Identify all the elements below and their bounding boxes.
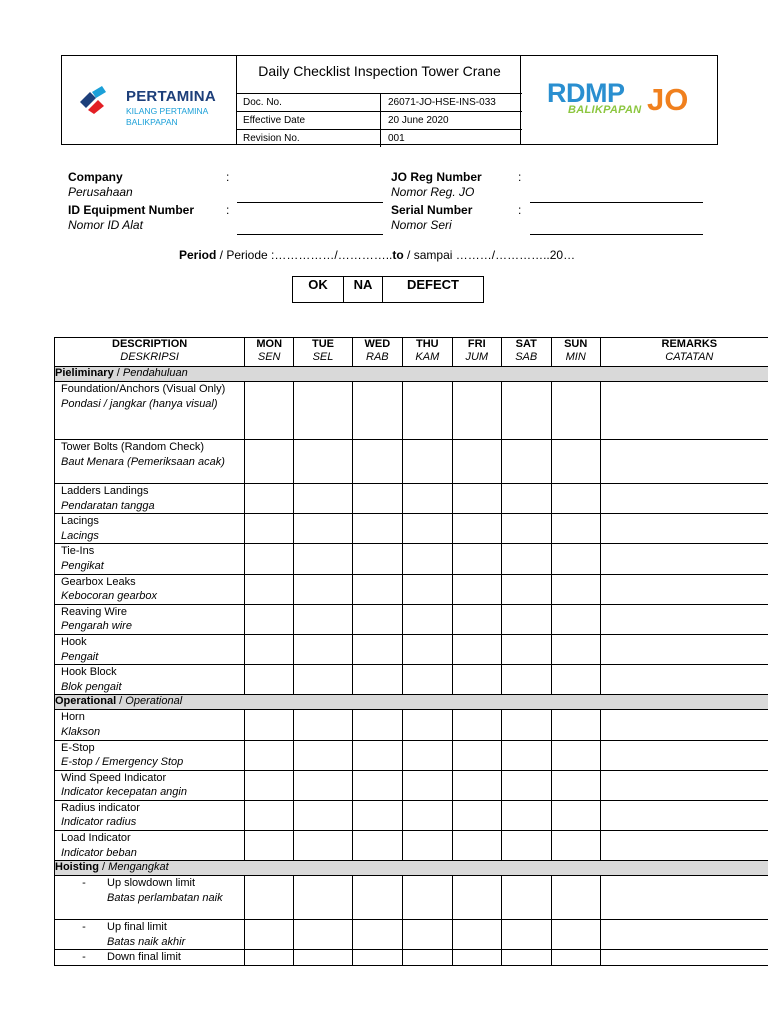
check-cell[interactable] xyxy=(245,920,294,950)
item-description: - Up final limit Batas naik akhir xyxy=(55,920,245,950)
table-row xyxy=(55,770,768,800)
item-description: Ladders Landings Pendaratan tangga xyxy=(55,484,245,514)
check-cell[interactable] xyxy=(245,604,294,634)
table-row xyxy=(55,574,768,604)
table-row xyxy=(55,920,768,950)
section-row xyxy=(55,367,768,382)
check-cell[interactable] xyxy=(402,634,452,664)
check-cell[interactable] xyxy=(402,665,452,695)
check-cell[interactable] xyxy=(294,440,353,484)
check-cell[interactable] xyxy=(352,740,402,770)
check-cell[interactable] xyxy=(402,574,452,604)
check-cell[interactable] xyxy=(452,950,501,966)
document-title: Daily Checklist Inspection Tower Crane xyxy=(237,56,522,94)
remarks-cell[interactable] xyxy=(600,831,768,861)
check-cell[interactable] xyxy=(352,604,402,634)
doc-row-key: Revision No. xyxy=(237,130,381,147)
section-row xyxy=(55,861,768,876)
check-cell[interactable] xyxy=(452,634,501,664)
check-cell[interactable] xyxy=(352,440,402,484)
check-cell[interactable] xyxy=(352,484,402,514)
check-cell[interactable] xyxy=(551,831,600,861)
period-label: Period xyxy=(179,248,217,262)
table-row xyxy=(55,382,768,440)
check-cell[interactable] xyxy=(501,831,551,861)
balikpapan-text: BALIKPAPAN xyxy=(568,104,642,116)
check-cell[interactable] xyxy=(551,876,600,920)
check-cell[interactable] xyxy=(501,440,551,484)
check-cell[interactable] xyxy=(245,800,294,830)
section-title: Hoisting / Mengangkat xyxy=(55,861,768,876)
pertamina-sub2: BALIKPAPAN xyxy=(126,117,178,127)
check-cell[interactable] xyxy=(551,604,600,634)
remarks-cell[interactable] xyxy=(600,544,768,574)
check-cell[interactable] xyxy=(352,634,402,664)
check-cell[interactable] xyxy=(245,382,294,440)
check-cell[interactable] xyxy=(352,950,402,966)
check-cell[interactable] xyxy=(551,770,600,800)
check-cell[interactable] xyxy=(245,740,294,770)
pertamina-name: PERTAMINA xyxy=(126,88,216,105)
check-cell[interactable] xyxy=(551,950,600,966)
col-header: MON SEN xyxy=(245,338,294,367)
table-row xyxy=(55,740,768,770)
check-cell[interactable] xyxy=(402,770,452,800)
item-description: Load Indicator Indicator beban xyxy=(55,831,245,861)
check-cell[interactable] xyxy=(452,876,501,920)
check-cell[interactable] xyxy=(294,382,353,440)
check-cell[interactable] xyxy=(245,665,294,695)
period-line xyxy=(179,248,575,262)
check-cell[interactable] xyxy=(245,770,294,800)
check-cell[interactable] xyxy=(402,800,452,830)
remarks-cell[interactable] xyxy=(600,876,768,920)
check-cell[interactable] xyxy=(501,574,551,604)
check-cell[interactable] xyxy=(294,800,353,830)
check-cell[interactable] xyxy=(551,800,600,830)
check-cell[interactable] xyxy=(551,710,600,740)
check-cell[interactable] xyxy=(501,382,551,440)
remarks-cell[interactable] xyxy=(600,770,768,800)
col-header: SAT SAB xyxy=(501,338,551,367)
legend-ok: OK xyxy=(293,277,344,302)
check-cell[interactable] xyxy=(402,604,452,634)
table-header-row xyxy=(55,338,768,367)
check-cell[interactable] xyxy=(452,831,501,861)
check-cell[interactable] xyxy=(452,604,501,634)
check-cell[interactable] xyxy=(452,740,501,770)
jo-reg-label: JO Reg Number xyxy=(391,170,482,184)
check-cell[interactable] xyxy=(352,710,402,740)
check-cell[interactable] xyxy=(352,920,402,950)
item-description: Wind Speed Indicator Indicator kecepatan angin xyxy=(55,770,245,800)
jo-text: JO xyxy=(647,82,689,117)
item-description: Tie-Ins Pengikat xyxy=(55,544,245,574)
header-center xyxy=(237,56,522,144)
check-cell[interactable] xyxy=(294,665,353,695)
table-row xyxy=(55,634,768,664)
item-description: Foundation/Anchors (Visual Only) Pondasi / jangkar (hanya visual) xyxy=(55,382,245,440)
check-cell[interactable] xyxy=(352,800,402,830)
legend-box xyxy=(292,276,484,303)
check-cell[interactable] xyxy=(551,665,600,695)
equipment-colon: : xyxy=(226,203,230,217)
item-description: E-Stop E-stop / Emergency Stop xyxy=(55,740,245,770)
checklist-body xyxy=(55,367,768,966)
check-cell[interactable] xyxy=(245,440,294,484)
section-title: Pieliminary / Pendahuluan xyxy=(55,367,768,382)
check-cell[interactable] xyxy=(294,710,353,740)
item-description: Hook Block Blok pengait xyxy=(55,665,245,695)
remarks-cell[interactable] xyxy=(600,920,768,950)
item-description: Tower Bolts (Random Check) Baut Menara (Pemeriksaan acak) xyxy=(55,440,245,484)
legend-defect: DEFECT xyxy=(407,277,459,292)
section-title: Operational / Operational xyxy=(55,695,768,710)
check-cell[interactable] xyxy=(245,950,294,966)
item-description: Radius indicator Indicator radius xyxy=(55,800,245,830)
check-cell[interactable] xyxy=(245,574,294,604)
check-cell[interactable] xyxy=(402,514,452,544)
jo-reg-field[interactable] xyxy=(530,202,703,203)
item-description: - Down final limit xyxy=(55,950,245,966)
check-cell[interactable] xyxy=(294,544,353,574)
remarks-cell[interactable] xyxy=(600,800,768,830)
item-description: - Up slowdown limit Batas perlambatan naik xyxy=(55,876,245,920)
remarks-cell[interactable] xyxy=(600,634,768,664)
check-cell[interactable] xyxy=(245,710,294,740)
check-cell[interactable] xyxy=(294,831,353,861)
check-cell[interactable] xyxy=(402,876,452,920)
table-row xyxy=(55,440,768,484)
doc-row-value: 26071-JO-HSE-INS-033 xyxy=(388,97,496,108)
doc-row-value: 20 June 2020 xyxy=(388,115,449,126)
company-sublabel: Perusahaan xyxy=(68,185,133,199)
table-row xyxy=(55,544,768,574)
remarks-cell[interactable] xyxy=(600,740,768,770)
item-description: Gearbox Leaks Kebocoran gearbox xyxy=(55,574,245,604)
check-cell[interactable] xyxy=(352,514,402,544)
section-row xyxy=(55,695,768,710)
check-cell[interactable] xyxy=(402,950,452,966)
check-cell[interactable] xyxy=(402,440,452,484)
check-cell[interactable] xyxy=(352,574,402,604)
serial-field[interactable] xyxy=(530,234,703,235)
document-header xyxy=(61,55,718,145)
check-cell[interactable] xyxy=(352,382,402,440)
rdmp-text: RDMP xyxy=(547,78,625,108)
check-cell[interactable] xyxy=(294,574,353,604)
check-cell[interactable] xyxy=(402,740,452,770)
remarks-cell[interactable] xyxy=(600,382,768,440)
check-cell[interactable] xyxy=(501,514,551,544)
check-cell[interactable] xyxy=(294,634,353,664)
check-cell[interactable] xyxy=(294,770,353,800)
check-cell[interactable] xyxy=(294,484,353,514)
doc-row xyxy=(237,112,522,130)
table-row xyxy=(55,665,768,695)
check-cell[interactable] xyxy=(402,544,452,574)
jo-reg-sublabel: Nomor Reg. JO xyxy=(391,185,475,199)
table-row xyxy=(55,831,768,861)
check-cell[interactable] xyxy=(452,800,501,830)
check-cell[interactable] xyxy=(402,920,452,950)
check-cell[interactable] xyxy=(551,382,600,440)
check-cell[interactable] xyxy=(501,604,551,634)
check-cell[interactable] xyxy=(294,604,353,634)
check-cell[interactable] xyxy=(452,382,501,440)
table-row xyxy=(55,604,768,634)
remarks-cell[interactable] xyxy=(600,484,768,514)
check-cell[interactable] xyxy=(501,544,551,574)
remarks-cell[interactable] xyxy=(600,710,768,740)
period-to: to xyxy=(392,248,404,262)
doc-row-key: Effective Date xyxy=(237,112,381,129)
check-cell[interactable] xyxy=(501,920,551,950)
doc-row xyxy=(237,130,522,147)
check-cell[interactable] xyxy=(402,382,452,440)
pertamina-logo xyxy=(62,56,237,144)
check-cell[interactable] xyxy=(551,544,600,574)
company-label: Company xyxy=(68,170,123,184)
check-cell[interactable] xyxy=(501,740,551,770)
check-cell[interactable] xyxy=(402,484,452,514)
item-description: Lacings Lacings xyxy=(55,514,245,544)
remarks-cell[interactable] xyxy=(600,440,768,484)
check-cell[interactable] xyxy=(294,950,353,966)
table-row xyxy=(55,800,768,830)
check-cell[interactable] xyxy=(294,920,353,950)
item-description: Hook Pengait xyxy=(55,634,245,664)
rdmp-jo-logo xyxy=(520,56,717,144)
check-cell[interactable] xyxy=(245,634,294,664)
check-cell[interactable] xyxy=(501,665,551,695)
check-cell[interactable] xyxy=(501,950,551,966)
table-row xyxy=(55,514,768,544)
company-colon: : xyxy=(226,170,230,184)
doc-row-key: Doc. No. xyxy=(237,94,381,111)
legend-na: NA xyxy=(344,277,383,302)
pertamina-sub1: KILANG PERTAMINA xyxy=(126,106,209,116)
serial-sublabel: Nomor Seri xyxy=(391,218,452,232)
col-header: THU KAM xyxy=(402,338,452,367)
check-cell[interactable] xyxy=(501,634,551,664)
col-header: WED RAB xyxy=(352,338,402,367)
remarks-cell[interactable] xyxy=(600,514,768,544)
jo-reg-colon: : xyxy=(518,170,522,184)
check-cell[interactable] xyxy=(551,440,600,484)
pertamina-mark-icon xyxy=(78,86,122,114)
check-cell[interactable] xyxy=(402,831,452,861)
check-cell[interactable] xyxy=(352,544,402,574)
check-cell[interactable] xyxy=(245,544,294,574)
check-cell[interactable] xyxy=(551,514,600,544)
item-description: Horn Klakson xyxy=(55,710,245,740)
check-cell[interactable] xyxy=(452,665,501,695)
check-cell[interactable] xyxy=(294,514,353,544)
col-header: FRI JUM xyxy=(452,338,501,367)
doc-row xyxy=(237,94,522,112)
item-bullet: - xyxy=(82,921,86,934)
check-cell[interactable] xyxy=(452,710,501,740)
check-cell[interactable] xyxy=(352,876,402,920)
col-header: SUN MIN xyxy=(551,338,600,367)
table-row xyxy=(55,710,768,740)
equipment-field[interactable] xyxy=(237,234,383,235)
check-cell[interactable] xyxy=(551,740,600,770)
check-cell[interactable] xyxy=(452,440,501,484)
table-row xyxy=(55,876,768,920)
period-text-1: / Periode :……………/………….. xyxy=(216,248,393,262)
table-row xyxy=(55,484,768,514)
check-cell[interactable] xyxy=(501,484,551,514)
remarks-cell[interactable] xyxy=(600,950,768,966)
table-row xyxy=(55,950,768,966)
check-cell[interactable] xyxy=(452,574,501,604)
equipment-sublabel: Nomor ID Alat xyxy=(68,218,143,232)
company-field[interactable] xyxy=(237,202,383,203)
remarks-cell[interactable] xyxy=(600,574,768,604)
check-cell[interactable] xyxy=(294,876,353,920)
remarks-cell[interactable] xyxy=(600,604,768,634)
item-bullet: - xyxy=(82,877,86,890)
check-cell[interactable] xyxy=(501,876,551,920)
check-cell[interactable] xyxy=(452,770,501,800)
check-cell[interactable] xyxy=(551,920,600,950)
check-cell[interactable] xyxy=(245,876,294,920)
item-bullet: - xyxy=(82,951,86,964)
check-cell[interactable] xyxy=(452,514,501,544)
col-header: REMARKS CATATAN xyxy=(600,338,768,367)
check-cell[interactable] xyxy=(245,514,294,544)
check-cell[interactable] xyxy=(501,800,551,830)
serial-colon: : xyxy=(518,203,522,217)
checklist-table xyxy=(54,337,768,966)
col-header: TUE SEL xyxy=(294,338,353,367)
check-cell[interactable] xyxy=(352,831,402,861)
check-cell[interactable] xyxy=(245,831,294,861)
period-text-2: / sampai ………/…………..20… xyxy=(403,248,576,262)
col-header: DESCRIPTION DESKRIPSI xyxy=(55,338,245,367)
equipment-label: ID Equipment Number xyxy=(68,203,195,217)
check-cell[interactable] xyxy=(501,770,551,800)
check-cell[interactable] xyxy=(551,574,600,604)
doc-row-value: 001 xyxy=(388,133,405,144)
check-cell[interactable] xyxy=(452,920,501,950)
check-cell[interactable] xyxy=(551,484,600,514)
check-cell[interactable] xyxy=(551,634,600,664)
check-cell[interactable] xyxy=(452,544,501,574)
check-cell[interactable] xyxy=(294,740,353,770)
check-cell[interactable] xyxy=(245,484,294,514)
check-cell[interactable] xyxy=(402,710,452,740)
check-cell[interactable] xyxy=(452,484,501,514)
check-cell[interactable] xyxy=(352,770,402,800)
serial-label: Serial Number xyxy=(391,203,473,217)
remarks-cell[interactable] xyxy=(600,665,768,695)
item-description: Reaving Wire Pengarah wire xyxy=(55,604,245,634)
check-cell[interactable] xyxy=(352,665,402,695)
check-cell[interactable] xyxy=(501,710,551,740)
